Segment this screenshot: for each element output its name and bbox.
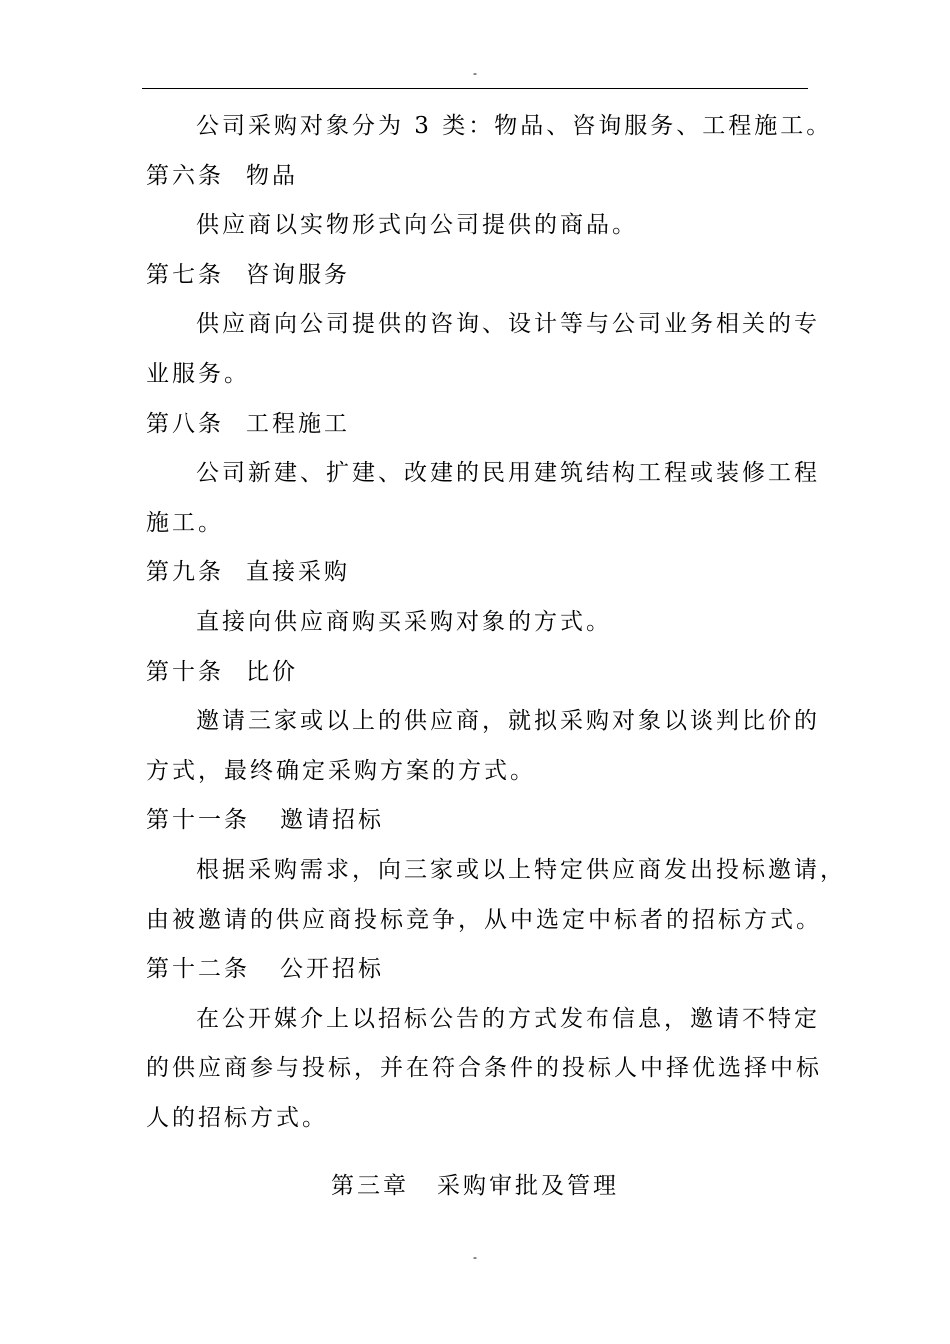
article-title: 直接采购 bbox=[246, 559, 350, 586]
paragraph-continuation: 人的招标方式。 bbox=[146, 1104, 328, 1131]
article-title: 邀请招标 bbox=[280, 807, 384, 834]
paragraph-body: 邀请三家或以上的供应商，就拟采购对象以谈判比价的 bbox=[196, 708, 820, 735]
paragraph-body: 根据采购需求，向三家或以上特定供应商发出投标邀请， bbox=[196, 856, 846, 883]
paragraph-body: 供应商以实物形式向公司提供的商品。 bbox=[196, 212, 638, 239]
article-heading bbox=[146, 548, 811, 598]
paragraph-body: 在公开媒介上以招标公告的方式发布信息，邀请不特定 bbox=[196, 1005, 820, 1032]
article-number: 第十二条 bbox=[146, 956, 250, 983]
article-number: 第十一条 bbox=[146, 807, 250, 834]
header-rule bbox=[142, 88, 808, 89]
article-title: 工程施工 bbox=[246, 410, 350, 437]
chapter-title: 采购审批及管理 bbox=[437, 1173, 619, 1199]
document-body bbox=[146, 102, 846, 1143]
article-heading bbox=[146, 945, 811, 995]
article-number: 第八条 bbox=[146, 410, 224, 437]
article-number: 第六条 bbox=[146, 162, 224, 189]
paragraph-continuation: 施工。 bbox=[146, 509, 224, 536]
page-footer-mark: - bbox=[473, 1250, 477, 1264]
paragraph-body: 供应商向公司提供的咨询、设计等与公司业务相关的专 bbox=[196, 311, 820, 338]
article-title: 物品 bbox=[246, 162, 298, 189]
page-header-mark: - bbox=[473, 66, 477, 80]
article-heading bbox=[146, 251, 811, 301]
article-heading bbox=[146, 152, 811, 202]
article-number: 第九条 bbox=[146, 559, 224, 586]
article-title: 公开招标 bbox=[280, 956, 384, 983]
paragraph-body: 公司新建、扩建、改建的民用建筑结构工程或装修工程 bbox=[196, 460, 820, 487]
paragraph-continuation: 的供应商参与投标，并在符合条件的投标人中择优选择中标 bbox=[146, 1055, 822, 1082]
chapter-heading bbox=[0, 1164, 950, 1208]
article-number: 第十条 bbox=[146, 658, 224, 685]
paragraph-body: 直接向供应商购买采购对象的方式。 bbox=[196, 608, 612, 635]
article-heading bbox=[146, 796, 811, 846]
article-heading bbox=[146, 400, 811, 450]
article-heading bbox=[146, 648, 811, 698]
chapter-number: 第三章 bbox=[331, 1173, 409, 1199]
article-title: 咨询服务 bbox=[246, 261, 350, 288]
paragraph-body: 公司采购对象分为 3 类：物品、咨询服务、工程施工。 bbox=[196, 113, 833, 139]
article-number: 第七条 bbox=[146, 261, 224, 288]
paragraph-continuation: 业服务。 bbox=[146, 360, 250, 387]
article-title: 比价 bbox=[246, 658, 298, 685]
paragraph-continuation: 方式，最终确定采购方案的方式。 bbox=[146, 757, 536, 784]
paragraph-continuation: 由被邀请的供应商投标竞争，从中选定中标者的招标方式。 bbox=[146, 906, 822, 933]
